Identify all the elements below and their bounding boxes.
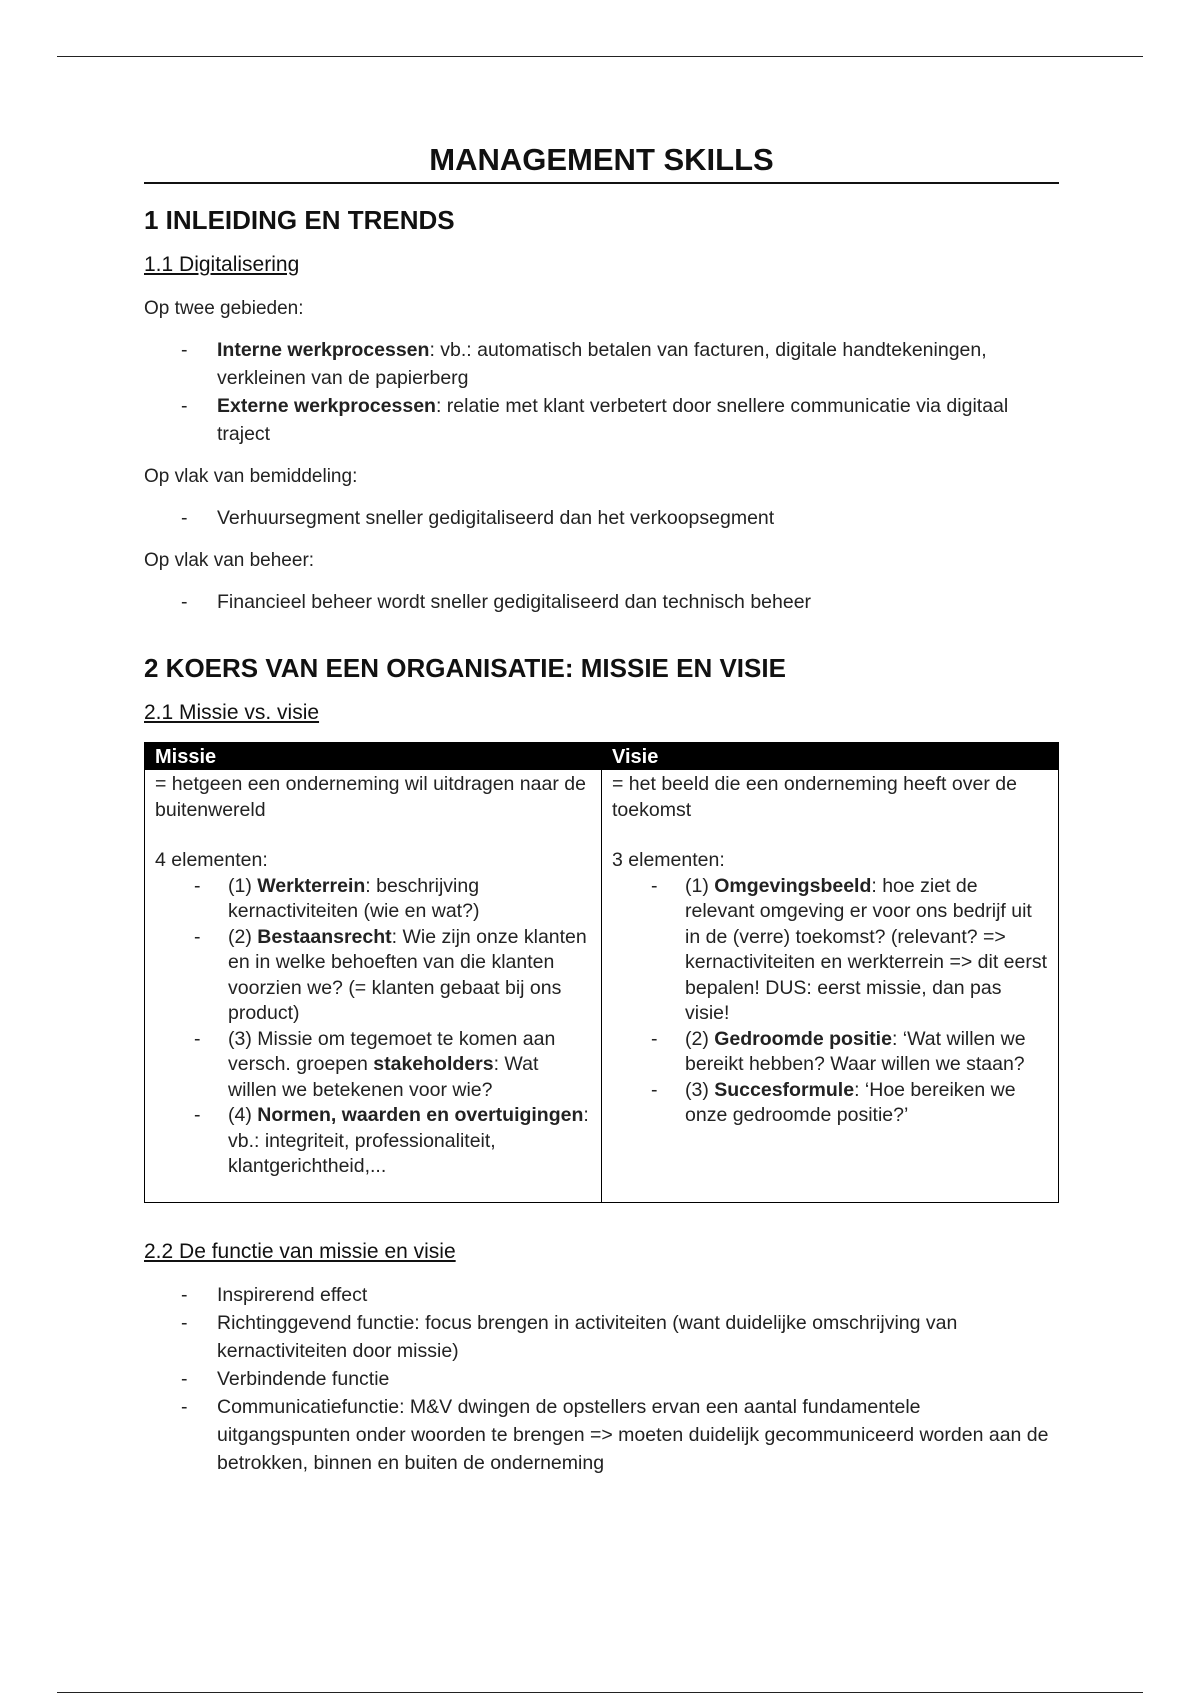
page-bottom-rule — [57, 1692, 1143, 1693]
intro-twee-gebieden: Op twee gebieden: — [144, 298, 304, 319]
item-text: : vb.: automatisch betalen van facturen, digitale handtekeningen, verkleinen van de papierberg — [217, 339, 987, 389]
bemiddeling-list — [144, 504, 1059, 532]
visie-cell — [602, 770, 1059, 1203]
missie-element-count: 4 elementen: — [155, 849, 268, 871]
list-item: - (2) Gedroomde positie: ‘Wat willen we bereikt hebben? Waar willen we staan? — [685, 1027, 1048, 1078]
subsection-2-1-heading: 2.1 Missie vs. visie — [144, 701, 320, 724]
list-item: - Verhuursegment sneller gedigitaliseerd dan het verkoopsegment — [217, 504, 1059, 532]
section-1-heading: 1 INLEIDING EN TRENDS — [144, 205, 455, 235]
list-item: - (3) Missie om tegemoet te komen aan versch. groepen stakeholders: Wat willen we betekenen voor wie? — [228, 1027, 591, 1104]
list-item: - (3) Succesformule: ‘Hoe bereiken we onze gedroomde positie?’ — [685, 1078, 1048, 1129]
subsection-2-2-heading: 2.2 De functie van missie en visie — [144, 1239, 456, 1263]
list-item: - Financieel beheer wordt sneller gedigitaliseerd dan technisch beheer — [217, 588, 1059, 616]
list-item: - (1) Werkterrein: beschrijving kernactiviteiten (wie en wat?) — [228, 874, 591, 925]
item-label: Succesformule — [714, 1078, 855, 1101]
missie-visie-table — [144, 742, 1059, 1203]
section-2-heading: 2 KOERS VAN EEN ORGANISATIE: MISSIE EN VISIE — [144, 653, 786, 683]
intro-bemiddeling: Op vlak van bemiddeling: — [144, 466, 358, 487]
item-label: stakeholders — [373, 1053, 494, 1075]
item-label: Externe werkprocessen — [217, 395, 436, 417]
list-item: - (2) Bestaansrecht: Wie zijn onze klanten en in welke behoeften van die klanten voorzien we? (= klanten gebaat bij ons product) — [228, 925, 591, 1027]
intro-beheer: Op vlak van beheer: — [144, 550, 315, 571]
item-text: : relatie met klant verbetert door snellere communicatie via digitaal traject — [217, 395, 1009, 445]
document-page — [144, 140, 1059, 1477]
list-item: - Richtinggevend functie: focus brengen in activiteiten (want duidelijke omschrijving van kernactiviteiten door missie) — [217, 1309, 1059, 1365]
item-label: Omgevingsbeeld — [714, 874, 872, 897]
visie-element-count: 3 elementen: — [612, 849, 725, 871]
missie-cell — [145, 770, 602, 1203]
item-label: Normen, waarden en overtuigingen — [257, 1104, 584, 1126]
list-item: - (1) Omgevingsbeeld: hoe ziet de relevant omgeving er voor ons bedrijf uit in de (verre) toekomst? (relevant? => kernactiviteiten en werkterrein => dit eerst bepalen! DUS: eerst missie, dan pas visie! — [685, 874, 1048, 1027]
missie-column-header: Missie — [145, 743, 602, 770]
page-top-rule — [57, 56, 1143, 57]
missie-elements-list — [155, 874, 591, 1180]
item-label: Bestaansrecht — [257, 925, 392, 948]
item-label: Werkterrein — [257, 874, 366, 897]
list-item: - (4) Normen, waarden en overtuigingen: vb.: integriteit, professionaliteit, klantgerichtheid,... — [228, 1103, 591, 1180]
subsection-1-1-heading: 1.1 Digitalisering — [144, 253, 300, 276]
list-item: - Inspirerend effect — [217, 1281, 1059, 1309]
visie-definition: = het beeld die een onderneming heeft over de toekomst — [612, 773, 1017, 821]
visie-column-header: Visie — [602, 743, 1059, 770]
beheer-list — [144, 588, 1059, 616]
list-item: - Communicatiefunctie: M&V dwingen de opstellers ervan een aantal fundamentele uitgangspunten onder woorden te brengen => moeten duidelijk gecommuniceerd worden aan de betrokken, binnen en buiten de onderneming — [217, 1393, 1059, 1477]
item-label: Gedroomde positie — [714, 1027, 892, 1050]
list-item — [217, 336, 1059, 392]
visie-elements-list — [612, 874, 1048, 1129]
list-item: - Verbindende functie — [217, 1365, 1059, 1393]
document-title: MANAGEMENT SKILLS — [144, 140, 1059, 184]
item-label: Interne werkprocessen — [217, 339, 430, 361]
werkprocessen-list — [144, 336, 1059, 448]
list-item — [217, 392, 1059, 448]
missie-definition: = hetgeen een onderneming wil uitdragen naar de buitenwereld — [155, 773, 586, 821]
functie-list — [144, 1281, 1059, 1477]
